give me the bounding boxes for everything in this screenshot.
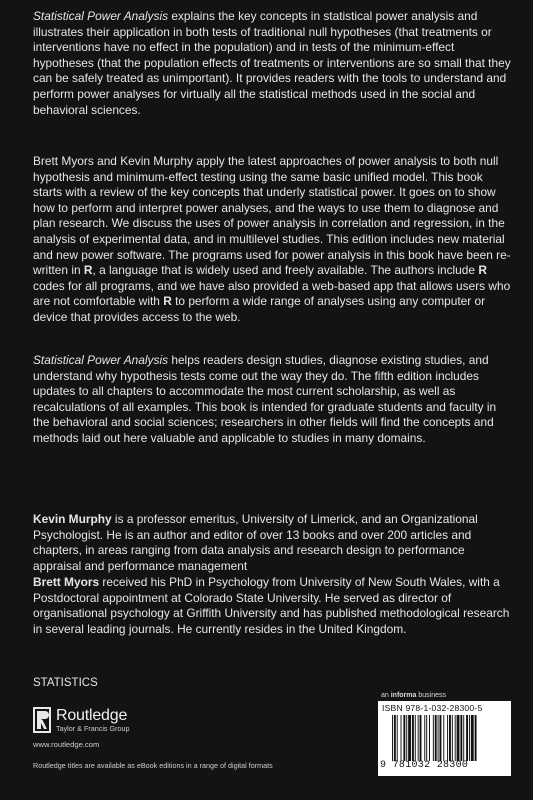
description-text: Brett Myors and Kevin Murphy apply the latest approaches of power analysis to both null hypothesis and minimum-effect testing using the same basic unified model. This book starts with a review of the key concepts that underly statistical power. It goes on to show how to perform and interpret power analyses, and the ways to use them to diagnose and plan research. We discuss the uses of power analysis in correlation and regression, in the analysis of experimental data, and in multilevel studies. This edition includes new material and new power software. The programs used for power analysis in this book have been re-written in xyxy=(33,154,511,278)
book-title-italic: Statistical Power Analysis xyxy=(33,353,169,367)
barcode-icon xyxy=(392,715,504,761)
author-bio-murphy xyxy=(33,512,511,574)
informa-suffix: business xyxy=(416,692,446,699)
description-text: , a language that is widely used and freely available. The authors include xyxy=(92,263,479,278)
description-paragraph-1 xyxy=(33,9,511,118)
ebook-note: Routledge titles are available as eBook editions in a range of digital formats xyxy=(33,761,273,770)
description-text: explains the key concepts in statistical power analysis and illustrates their application in both tests of traditional null hypotheses (that treatments or interventions have no effect in the population) and in tests of the minimum-effect hypotheses (that the population effects of treatments or interventions are so small that they can be safely treated as unimportant). It provides readers with the tools to understand and perform power analyses for virtually all the statistical methods used in the social and behavioral sciences. xyxy=(33,9,511,117)
barcode-digits: 9 781032 28300 xyxy=(380,760,469,771)
r-language-term: R xyxy=(478,263,487,278)
informa-word: informa xyxy=(390,692,417,699)
description-paragraph-2 xyxy=(33,154,511,326)
routledge-icon xyxy=(33,707,51,733)
informa-prefix: an xyxy=(381,692,391,699)
author-bio-myors xyxy=(33,575,511,637)
r-language-term: R xyxy=(163,294,172,309)
description-text: helps readers design studies, diagnose existing studies, and understand why hypothesis tests come out the way they do. The fifth edition includes updates to all chapters to accommodate the most current scholarship, as well as recalculations of all examples. This book is intended for graduate students and faculty in the behavioral and social sciences; researchers in other fields will find the concepts and methods laid out here valuable and applicable to studies in many domains. xyxy=(33,353,497,445)
publisher-logo xyxy=(33,707,130,733)
page-corner xyxy=(513,780,533,800)
publisher-website: www.routledge.com xyxy=(33,740,100,749)
subject-category: STATISTICS xyxy=(33,677,98,689)
r-language-term: R xyxy=(83,263,93,278)
publisher-name: Routledge xyxy=(56,707,128,724)
author-bio-text: is a professor emeritus, University of Limerick, and an Organizational Psychologist. He is an author and editor of over 13 books and over 200 articles and chapters, in areas ranging from data analysis and research design to performance appraisal and performance management xyxy=(33,512,478,573)
description-paragraph-3 xyxy=(33,353,511,447)
author-name: Brett Myors xyxy=(33,575,100,589)
book-title-italic: Statistical Power Analysis xyxy=(33,9,169,23)
informa-business-label xyxy=(381,692,446,699)
publisher-group: Taylor & Francis Group xyxy=(56,724,130,733)
description-text: to perform a wide range of analyses using any computer or device that provides access to the web. xyxy=(33,294,486,324)
isbn-label: ISBN 978-1-032-28300-5 xyxy=(382,703,483,713)
author-name: Kevin Murphy xyxy=(33,512,112,526)
description-text: codes for all programs, and we have also provided a web-based app that allows users who are not comfortable with xyxy=(33,278,511,309)
author-bio-text: received his PhD in Psychology from University of New South Wales, with a Postdoctoral appointment at Colorado State University. He served as director of organisational psychology at Griffith University and has published methodological research in several leading journals. He currently resides in the United Kingdom. xyxy=(33,575,510,636)
barcode-box xyxy=(378,701,511,776)
